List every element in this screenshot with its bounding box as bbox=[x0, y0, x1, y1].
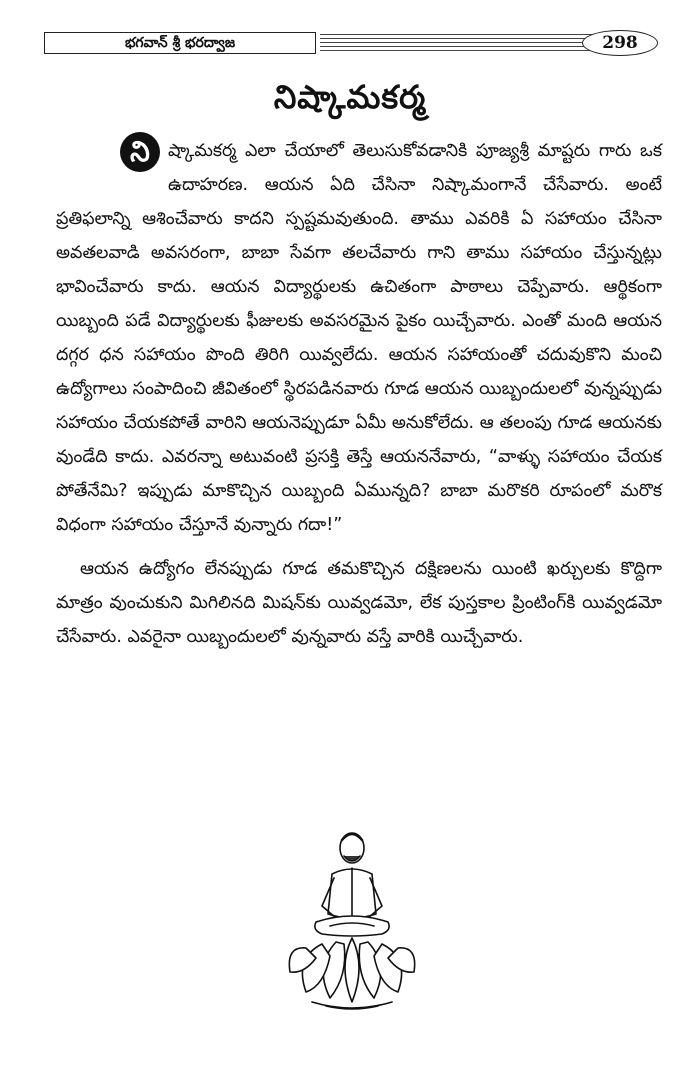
chapter-title: నిష్కామకర్మ bbox=[273, 78, 427, 116]
book-title: భగవాన్ శ్రీ భరద్వాజ bbox=[44, 32, 316, 54]
body-text bbox=[56, 134, 662, 664]
paragraph-1-text: ష్కామకర్మ ఎలా చేయాలో తెలుసుకోవడానికి పూజ్యశ్రీ మాష్టరు గారు ఒక ఉదాహరణ. ఆయన ఏది చేసినా నిష్కామంగానే చేసేవారు. అంటే ప్రతిఫలాన్ని ఆశించేవారు కాదని స్పష్టమవుతుంది. తాము ఎవరికి ఏ సహాయం చేసినా అవతలవాడి అవసరంగా, బాబా సేవగా తలచేవారు గాని తాము సహాయం చేస్తున్నట్లు భావించేవారు కాదు. ఆయన విద్యార్థులకు ఉచితంగా పాఠాలు చెప్పేవారు. ఆర్థికంగా యిబ్బంది పడే విద్యార్థులకు ఫీజులకు అవసరమైన పైకం యిచ్చేవారు. ఎంతో మంది ఆయన దగ్గర ధన సహాయం పొంది తిరిగి యివ్వలేదు. ఆయన సహాయంతో చదువుకొని మంచి ఉద్యోగాలు సంపాదించి జీవితంలో స్థిరపడినవారు గూడ ఆయన యిబ్బందులలో వున్నప్పుడు సహాయం చేయకపోతే వారిని ఆయనెప్పుడూ ఏమీ అనుకోలేదు. ఆ తలంపు గూడ ఆయనకు వుండేది కాదు. ఎవరన్నా అటువంటి ప్రసక్తి తెస్తే ఆయననేవారు, “వాళ్ళు సహాయం చేయక పోతేనేమి? ఇప్పుడు మాకొచ్చిన యిబ్బంది ఏమున్నది? బాబా మరొకరి రూపంలో మరొక విధంగా సహాయం చేస్తూనే వున్నారు గదా!” bbox=[56, 141, 662, 535]
drop-cap: ని bbox=[120, 132, 160, 172]
paragraph-1 bbox=[56, 134, 662, 542]
header-rules bbox=[320, 34, 610, 54]
seated-master-on-lotus-illustration bbox=[286, 826, 418, 1016]
page-number: 298 bbox=[582, 30, 658, 56]
running-header bbox=[44, 32, 638, 58]
paragraph-2: ఆయన ఉద్యోగం లేనప్పుడు గూడ తమకొచ్చిన దక్షిణలను యింటి ఖర్చులకు కొద్దిగా మాత్రం వుంచుకుని మిగిలినది మిషన్‌కు యివ్వడమో, లేక పుస్తకాల ప్రింటింగ్‌కి యివ్వడమో చేసేవారు. ఎవరైనా యిబ్బందులలో వున్నవారు వస్తే వారికి యిచ్చేవారు. bbox=[56, 559, 662, 647]
